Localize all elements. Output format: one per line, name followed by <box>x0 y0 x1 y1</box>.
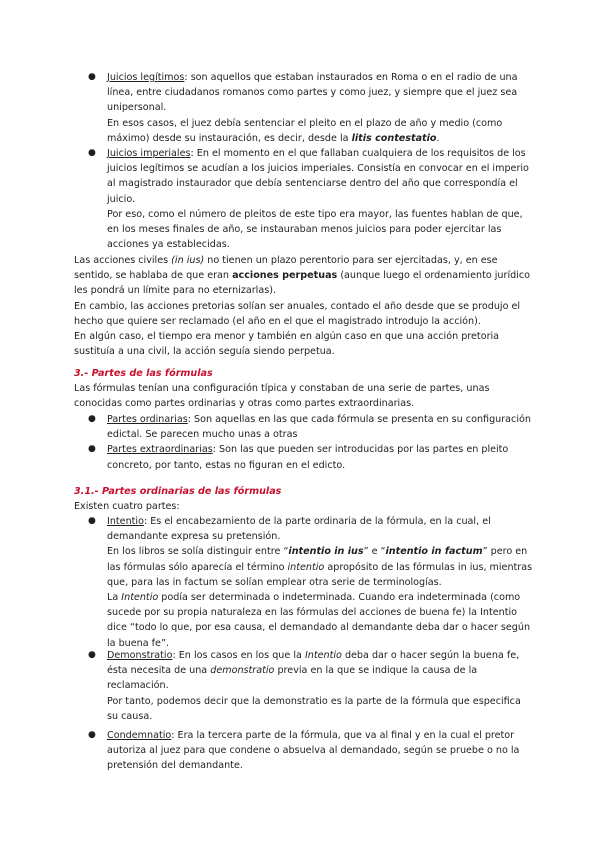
paragraph: Existen cuatro partes: <box>74 501 180 513</box>
term-litis-contestatio: litis contestatio <box>351 132 437 144</box>
bullet-icon: ● <box>88 516 96 526</box>
list-item-juicios-legitimos <box>74 70 534 146</box>
paragraph: Juicios imperiales: En el momento en el que fallaban cualquiera de los requisitos de los juicios legítimos se acudían a los juicios imperiales. Consistía en convocar en el imperio al magistrado instaurador que debía sentenciarse dentro del año que correspondía el juicio. <box>107 148 529 205</box>
bullet-icon: ● <box>88 730 96 740</box>
paragraph: Juicios legítimos: son aquellos que estaban instaurados en Roma o en el radio de una línea, entre ciudadanos romanos como partes y como juez, y siempre que el juez sea unipersonal. <box>107 72 518 114</box>
list-item-partes-extraordinarias: ● Partes extraordinarias: Son las que pueden ser introducidas por las partes en pleito concreto, por tanto, estas no figuran en el edicto. <box>88 444 509 471</box>
acciones-paragraphs <box>74 253 534 359</box>
bullet-icon: ● <box>88 650 96 660</box>
bullet-icon: ● <box>88 414 96 424</box>
paragraph: En esos casos, el juez debía sentenciar el pleito en el plazo de año y medio (como máximo) desde su instauración, es decir, desde la litis contestatio. <box>107 117 503 144</box>
paragraph: En algún caso, el tiempo era menor y también en algún caso en que una acción pretoria sustituía a una civil, la acción seguía siendo perpetua. <box>74 331 500 358</box>
section-3-1-heading: 3.1.- Partes ordinarias de las fórmulas Existen cuatro partes: <box>74 484 534 514</box>
partes-ordinarias-list <box>74 514 534 651</box>
condemnatio-list <box>74 728 534 774</box>
list-item-intentio: ● Intentio: Es el encabezamiento de la parte ordinaria de la fórmula, en la cual, el demandante expresa su pretensión. En los libros se solía distinguir entre “intentio in ius” e “intentio in factum” pero en las fórmulas sólo aparecía el término intentio apropósito de las fórmulas in ius, mientras que, para las in factum se solían emplear otra serie de terminologías. La Intentio podía ser determinada o indeterminada. Cuando era indeterminada (como sucede por su propia naturaleza en las fórmulas del acciones de buena fe) la Intentio dice “todo lo que, por esa causa, el demandado al demandante deba dar o hacer según la buena fe”. <box>88 516 533 649</box>
demonstratio-list <box>74 648 534 724</box>
list-item-partes-ordinarias: ● Partes ordinarias: Son aquellas en las que cada fórmula se presenta en su configuración edictal. Se parecen mucho unas a otras <box>88 414 531 441</box>
paragraph: En cambio, las acciones pretorias solían ser anuales, contado el año desde que se produjo el hecho que quiere ser reclamado (el año en el que el magistrado introdujo la acción). <box>74 300 521 327</box>
list-item-demonstratio: ● Demonstratio: En los casos en los que la Intentio deba dar o hacer según la buena fe, ésta necesita de una demonstratio previa en la que se indique la causa de la reclamación. Por tanto, podemos decir que la demonstratio es la parte de la fórmula que especifica su causa. <box>88 650 521 722</box>
bullet-icon: ● <box>88 444 96 455</box>
list-item-juicios-imperiales <box>74 146 534 252</box>
list-item-condemnatio: ● Condemnatio: Era la tercera parte de la fórmula, que va al final y en la cual el pretor autoriza al juez para que condene o absuelva al demandado, según se pruebe o no la pretensión del demandante. <box>88 730 520 772</box>
term-juicios-legitimos: Juicios legítimos <box>107 72 185 83</box>
paragraph: Las acciones civiles (in ius) no tienen un plazo perentorio para ser ejercitadas, y, en ese sentido, se hablaba de que eran acciones perpetuas (aunque luego el ordenamiento jurídico les pondrá un límite para no eternizarlas). <box>74 255 531 297</box>
partes-list <box>74 412 534 473</box>
bullet-icon: ● <box>88 148 96 159</box>
section-3-heading: 3.- Partes de las fórmulas Las fórmulas tenían una configuración típica y constaban de una serie de partes, unas conocidas como partes ordinarias y otras como partes extraordinarias. <box>74 366 534 412</box>
paragraph: Por eso, como el número de pleitos de este tipo era mayor, las fuentes hablan de que, en los meses finales de año, se instauraban menos juicios para poder ejercitar las acciones ya establecidas. <box>107 208 523 251</box>
bullet-icon: ● <box>88 72 96 82</box>
term-juicios-imperiales: Juicios imperiales <box>107 148 191 160</box>
paragraph: Las fórmulas tenían una configuración típica y constaban de una serie de partes, unas conocidas como partes ordinarias y otras como partes extraordinarias. <box>74 383 490 410</box>
juicios-list <box>74 70 534 252</box>
term-acciones-perpetuas: acciones perpetuas <box>232 270 338 282</box>
